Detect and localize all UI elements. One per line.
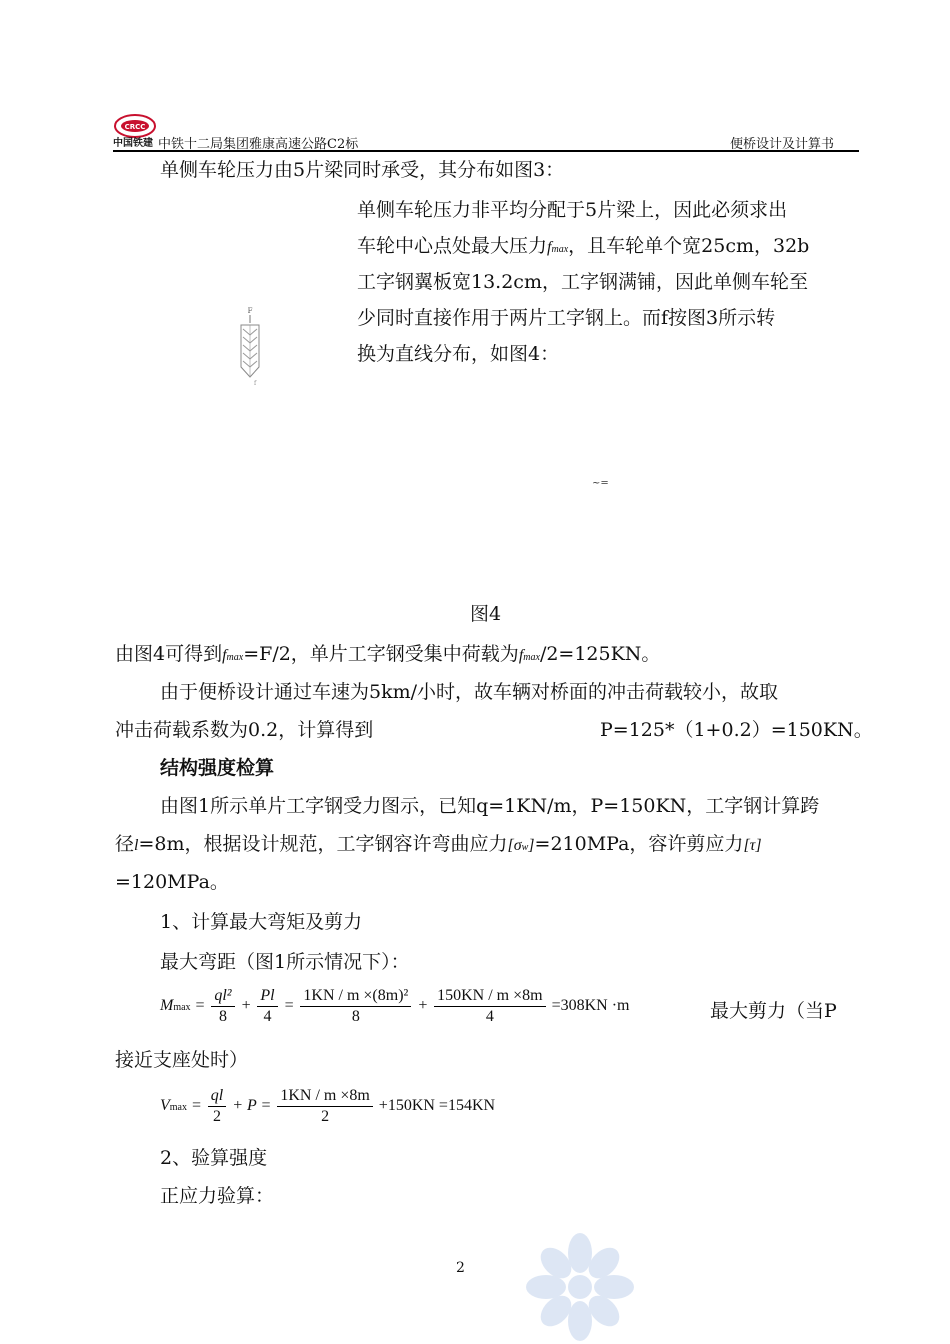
p3-text-a: 由图4可得到 — [115, 643, 223, 665]
p5-text-a: 径 — [115, 833, 135, 855]
equation-max-shear: Vmax = $\frac{ql}{2}$ + P = $\frac{1KN / m \times 8m}{2}$ +150KN =154KN — [160, 1087, 496, 1125]
section-1-subtitle: 最大弯距（图1所示情况下）： — [160, 951, 410, 973]
fmax-symbol-3: fmax — [518, 647, 540, 664]
paragraph-1: 单侧车轮压力由5片梁同时承受，其分布如图3： — [160, 159, 565, 181]
paragraph-4-line-2b: P=125*（1+0.2）=150KN。 — [600, 719, 873, 741]
watermark-flower-icon — [520, 1230, 640, 1344]
sigma-w-symbol: [σw] — [507, 837, 535, 854]
paragraph-3 — [115, 636, 660, 676]
section-2-subtitle: 正应力验算： — [160, 1185, 275, 1207]
max-shear-text-b: 接近支座处时） — [115, 1049, 249, 1071]
header-left: 中铁十二局集团雅康高速公路C2标 — [158, 137, 359, 152]
paragraph-5-line-2 — [115, 826, 762, 866]
svg-text:CRCC: CRCC — [124, 123, 146, 131]
paragraph-4-line-1: 由于便桥设计通过车速为5km/小时，故车辆对桥面的冲击荷载较小，故取 — [160, 681, 779, 703]
figure-3-diagram — [232, 305, 268, 387]
paragraph-5-line-3: =120MPa。 — [115, 871, 229, 893]
p5-text-b: =8m，根据设计规范，工字钢容许弯曲应力 — [138, 833, 508, 855]
section-heading: 结构强度检算 — [160, 757, 275, 779]
equation-max-moment: Mmax = $\frac{\text{ql²}}{8}$ + $\frac{Pl}{4}$ = $\frac{\text{1KN / m ×(8m)²}}{8}$ + $\frac{150KN / m \times 8m}{4}$ =308KN ·m — [160, 987, 630, 1025]
p3-text-b: =F/2，单片工字钢受集中荷载为 — [243, 643, 519, 665]
page-number: 2 — [456, 1260, 465, 1276]
p3-text-c: /2=125KN。 — [539, 643, 661, 665]
fmax-symbol: fmax — [547, 239, 569, 256]
paragraph-2-line-4: 少同时直接作用于两片工字钢上。而f按图3所示转 — [357, 307, 776, 329]
paragraph-2-line-3: 工字钢翼板宽13.2cm，工字钢满铺，因此单侧车轮至 — [357, 271, 808, 293]
section-2-title: 2、验算强度 — [160, 1147, 268, 1169]
svg-text:f: f — [254, 380, 257, 387]
paragraph-5-line-1: 由图1所示单片工字钢受力图示，已知q=1KN/m，P=150KN，工字钢计算跨 — [160, 795, 820, 817]
p2-l2-text-a: 车轮中心点处最大压力 — [357, 235, 548, 257]
paragraph-2-line-5: 换为直线分布，如图4： — [357, 343, 560, 365]
l-symbol: l — [134, 837, 139, 854]
fig3-f-label: F — [247, 307, 253, 315]
paragraph-4-line-2a: 冲击荷载系数为0.2，计算得到 — [115, 719, 374, 741]
p2-l2-text-b: ，且车轮单个宽25cm，32b — [568, 235, 810, 257]
fmax-symbol-2: fmax — [222, 647, 244, 664]
tau-symbol: [τ] — [743, 837, 762, 854]
p5-text-c: =210MPa，容许剪应力 — [534, 833, 744, 855]
figure-4-mark: ~= — [592, 478, 609, 489]
paragraph-2-line-1: 单侧车轮压力非平均分配于5片梁上，因此必须求出 — [357, 199, 788, 221]
figure-4-caption: 图4 — [470, 603, 502, 625]
header-right: 便桥设计及计算书 — [730, 137, 835, 152]
max-shear-text-a: 最大剪力（当P — [710, 1000, 837, 1022]
logo-text: 中国铁建 — [113, 138, 153, 149]
paragraph-2-line-2 — [357, 228, 809, 268]
section-1-title: 1、计算最大弯矩及剪力 — [160, 911, 363, 933]
